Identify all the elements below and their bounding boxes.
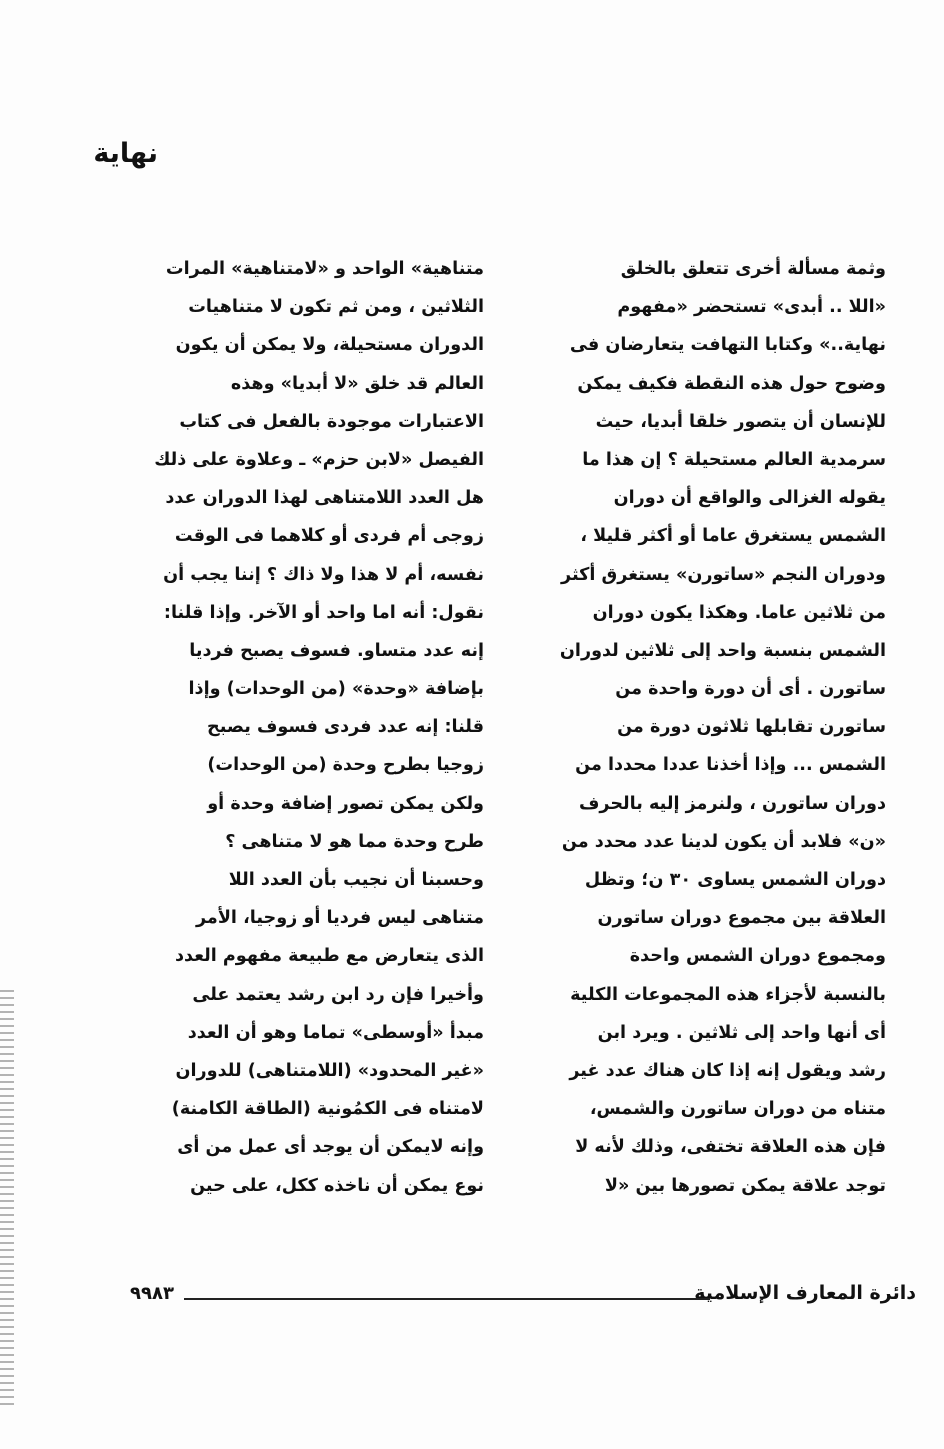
left-column-line: قلنا: إنه عدد فردى فسوف يصبح <box>207 717 484 738</box>
right-column-line: ودوران النجم «ساتورن» يستغرق أكثر <box>561 564 886 585</box>
left-column-line: الفيصل «لابن حزم» ـ وعلاوة على ذلك <box>154 449 484 470</box>
footer-source-title: دائرة المعارف الإسلامية <box>694 1282 916 1304</box>
right-column-line: ساتورن تقابلها ثلاثون دورة من <box>617 717 886 738</box>
right-column-line: يقوله الغزالى والواقع أن دوران <box>613 488 886 509</box>
right-text-column <box>522 250 886 1205</box>
left-column-line: هل العدد اللامتناهى لهذا الدوران عدد <box>165 488 484 509</box>
right-column-line: الشمس بنسبة واحد إلى ثلاثين لدوران <box>559 640 886 661</box>
left-column-line: زوجى أم فردى أو كلاهما فى الوقت <box>174 526 484 547</box>
right-column-line: «ن» فلابد أن يكون لدينا عدد محدد من <box>561 831 886 852</box>
left-column-line: نقول: أنه اما واحد أو الآخر. وإذا قلنا: <box>163 602 484 623</box>
right-column-line: بالنسبة لأجزاء هذه المجموعات الكلية <box>570 984 886 1005</box>
right-column-line: وثمة مسألة أخرى تتعلق بالخلق <box>620 259 886 279</box>
left-column-line: نفسه، أم لا هذا ولا ذاك ؟ إننا يجب أن <box>163 564 484 585</box>
right-column-line: ومجموع دوران الشمس واحدة <box>629 946 886 967</box>
left-column-line: الدوران مستحيلة، ولا يمكن أن يكون <box>175 335 484 356</box>
scan-edge-mark <box>0 990 14 1410</box>
left-column-line: متناهية» الواحد و «لامتناهية» المرات <box>165 259 484 279</box>
right-column-line: متناه من دوران ساتورن والشمس، <box>589 1099 886 1120</box>
page-header-title: نهاية <box>93 138 158 169</box>
right-column-line: سرمدية العالم مستحيلة ؟ إن هذا ما <box>582 449 886 470</box>
right-column-line: فإن هذه العلاقة تختفى، وذلك لأنه لا <box>575 1137 886 1158</box>
page-number: ٩٩٨٣ <box>130 1283 174 1304</box>
right-column-line: أى أنها واحد إلى ثلاثين . ويرد ابن <box>597 1022 886 1043</box>
left-column-line: طرح وحدة مما هو لا متناهى ؟ <box>225 831 484 852</box>
left-column-line: نوع يمكن أن ناخذه ككل، على حين <box>190 1175 484 1196</box>
right-column-line: من ثلاثين عاما. وهكذا يكون دوران <box>592 602 886 623</box>
right-column-line: ساتورن . أى أن دورة واحدة من <box>615 679 886 700</box>
left-column-line: الذى يتعارض مع طبيعة مفهوم العدد <box>175 946 484 967</box>
left-column-line: وأخيرا فإن رد ابن رشد يعتمد على <box>192 984 484 1005</box>
right-column-line: دوران الشمس يساوى ٣٠ ن؛ وتظل <box>584 870 886 890</box>
left-column-line: مبدأ «أوسطى» تماما وهو أن العدد <box>187 1022 484 1043</box>
left-column-line: الاعتبارات موجودة بالفعل فى كتاب <box>179 411 484 432</box>
right-column-line: الشمس ... وإذا أخذنا عددا محددا من <box>575 755 886 776</box>
right-column-line: وضوح حول هذه النقطة فكيف يمكن <box>577 373 886 394</box>
left-column-line: زوجيا بطرح وحدة (من الوحدات) <box>207 755 484 776</box>
right-column-line: الشمس يستغرق عاما أو أكثر قليلا ، <box>580 526 886 547</box>
left-column-line: العالم قد خلق «لا أبديا» وهذه <box>230 373 484 394</box>
right-column-line: توجد علاقة يمكن تصورها بين «لا <box>604 1175 886 1196</box>
right-column-line: «اللا .. أبدى» تستحضر «مفهوم <box>617 297 886 318</box>
left-column-line: ولكن يمكن تصور إضافة وحدة أو <box>207 793 484 814</box>
left-column-line: الثلاثين ، ومن ثم تكون لا متناهيات <box>188 297 484 318</box>
right-column-line: دوران ساتورن ، ولنرمز إليه بالحرف <box>578 793 886 814</box>
left-column-line: متناهى ليس فرديا أو زوجيا، الأمر <box>195 908 484 929</box>
left-text-column <box>108 250 484 1205</box>
left-column-line: بإضافة «وحدة» (من الوحدات) وإذا <box>188 679 484 700</box>
footer-divider-line <box>184 1298 710 1300</box>
left-column-line: إنه عدد متساو. فسوف يصبح فرديا <box>189 640 484 661</box>
right-column-line: نهاية..» وكتابا التهافت يتعارضان فى <box>569 335 886 356</box>
left-column-line: وإنه لايمكن أن يوجد أى عمل من أى <box>177 1137 484 1158</box>
right-column-line: رشد ويقول إنه إذا كان هناك عدد غير <box>569 1060 886 1081</box>
left-column-line: لامتناه فى الكمُونية (الطاقة الكامنة) <box>171 1099 484 1120</box>
left-column-line: «غير المحدود» (اللامتناهى) للدوران <box>175 1060 484 1081</box>
left-column-line: وحسبنا أن نجيب بأن العدد اللا <box>228 870 484 890</box>
right-column-line: العلاقة بين مجموع دوران ساتورن <box>597 908 886 929</box>
right-column-line: للإنسان أن يتصور خلقا أبديا، حيث <box>595 411 886 432</box>
page-footer <box>0 1282 944 1316</box>
